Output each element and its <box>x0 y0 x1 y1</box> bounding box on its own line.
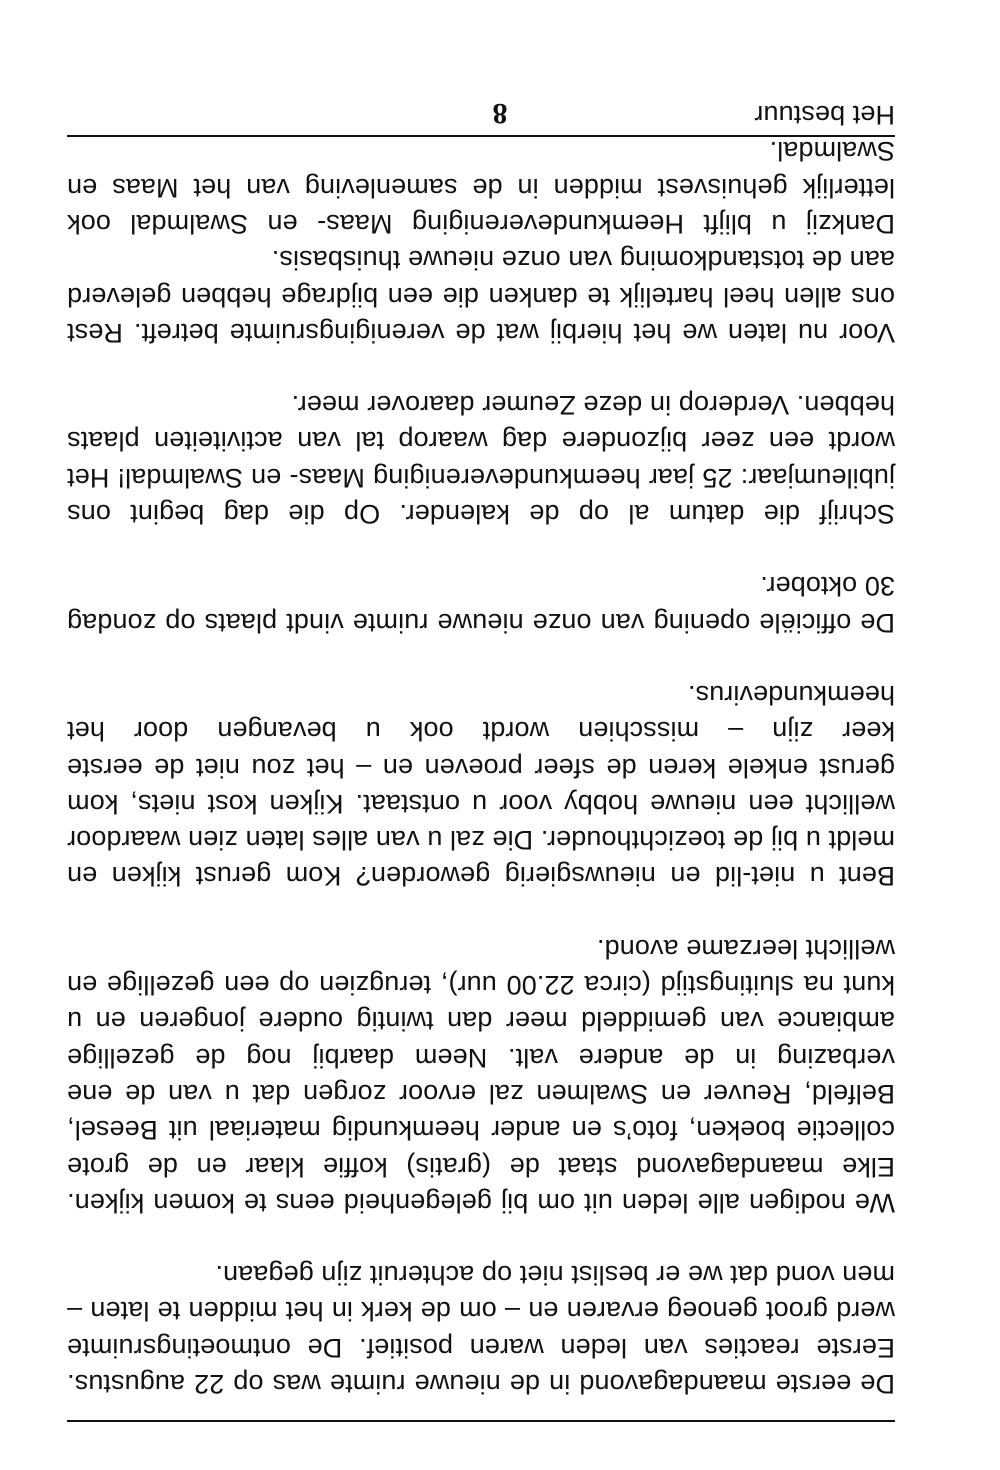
top-rule <box>67 1420 895 1422</box>
paragraph: Schrijf die datum al op de kalender. Op die dag begint ons jubileumjaar: 25 jaar heemkundevereniging Maas- en Swalmdal! Het wordt een zeer bijzondere dag waarop tal van activiteiten plaats hebben. Verderop in deze Zeumer daarover meer. <box>67 390 895 530</box>
paragraph: We nodigen alle leden uit om bij gelegenheid eens te komen kijken. Elke maandagavond staat de (gratis) koffie klaar en de grote collectie boeken, foto’s en ander heemkundig materiaal uit Beesel, Belfeld, Reuver en Swalmen zal ervoor zorgen dat u van de ene verbazing in de andere valt. Neem daarbij nog de gezellige ambiance van gemiddeld meer dan twintig oudere jongeren en u kunt na sluitingstijd (circa 22.00 uur), terugzien op een gezellige en wellicht leerzame avond. <box>67 933 895 1218</box>
article-body <box>67 61 895 1402</box>
paragraph: Dankzij u blijft Heemkundevereniging Maas- en Swalmdal ook letterlijk gehuisvest midden in de samenleving van het Maas en Swalmdal. <box>67 136 895 239</box>
bottom-rule <box>67 135 895 137</box>
paragraph: Bent u niet-lid en nieuwsgierig geworden? Kom gerust kijken en meldt u bij de toezichthouder. Die zal u van alles laten zien waardoor wellicht een nieuwe hobby voor u ontstaat. Kijken kost niets, kom gerust enkele keren de sfeer proeven en – het zou niet de eerste keer zijn – misschien wordt ook u bevangen door het heemkundevirus. <box>67 679 895 892</box>
paragraph: Voor nu laten we het hierbij wat de verenigingsruimte betreft. Rest ons allen heel hartelijk te danken die een bijdrage hebben geleverd aan de totstandkoming van onze nieuwe thuisbasis. <box>67 245 895 348</box>
page-number: 8 <box>492 97 508 130</box>
paragraph: De eerste maandagavond in de nieuwe ruimte was op 22 augustus. Eerste reacties van leden waren positief. De ontmoetingsruimte werd groot genoeg ervaren en – om de kerk in het midden te laten – men vond dat we er beslist niet op achteruit zijn gegaan. <box>67 1260 895 1399</box>
signature: Het bestuur <box>754 100 895 131</box>
paragraph: De officiële opening van onze nieuwe ruimte vindt plaats op zondag 30 oktober. <box>67 571 895 638</box>
